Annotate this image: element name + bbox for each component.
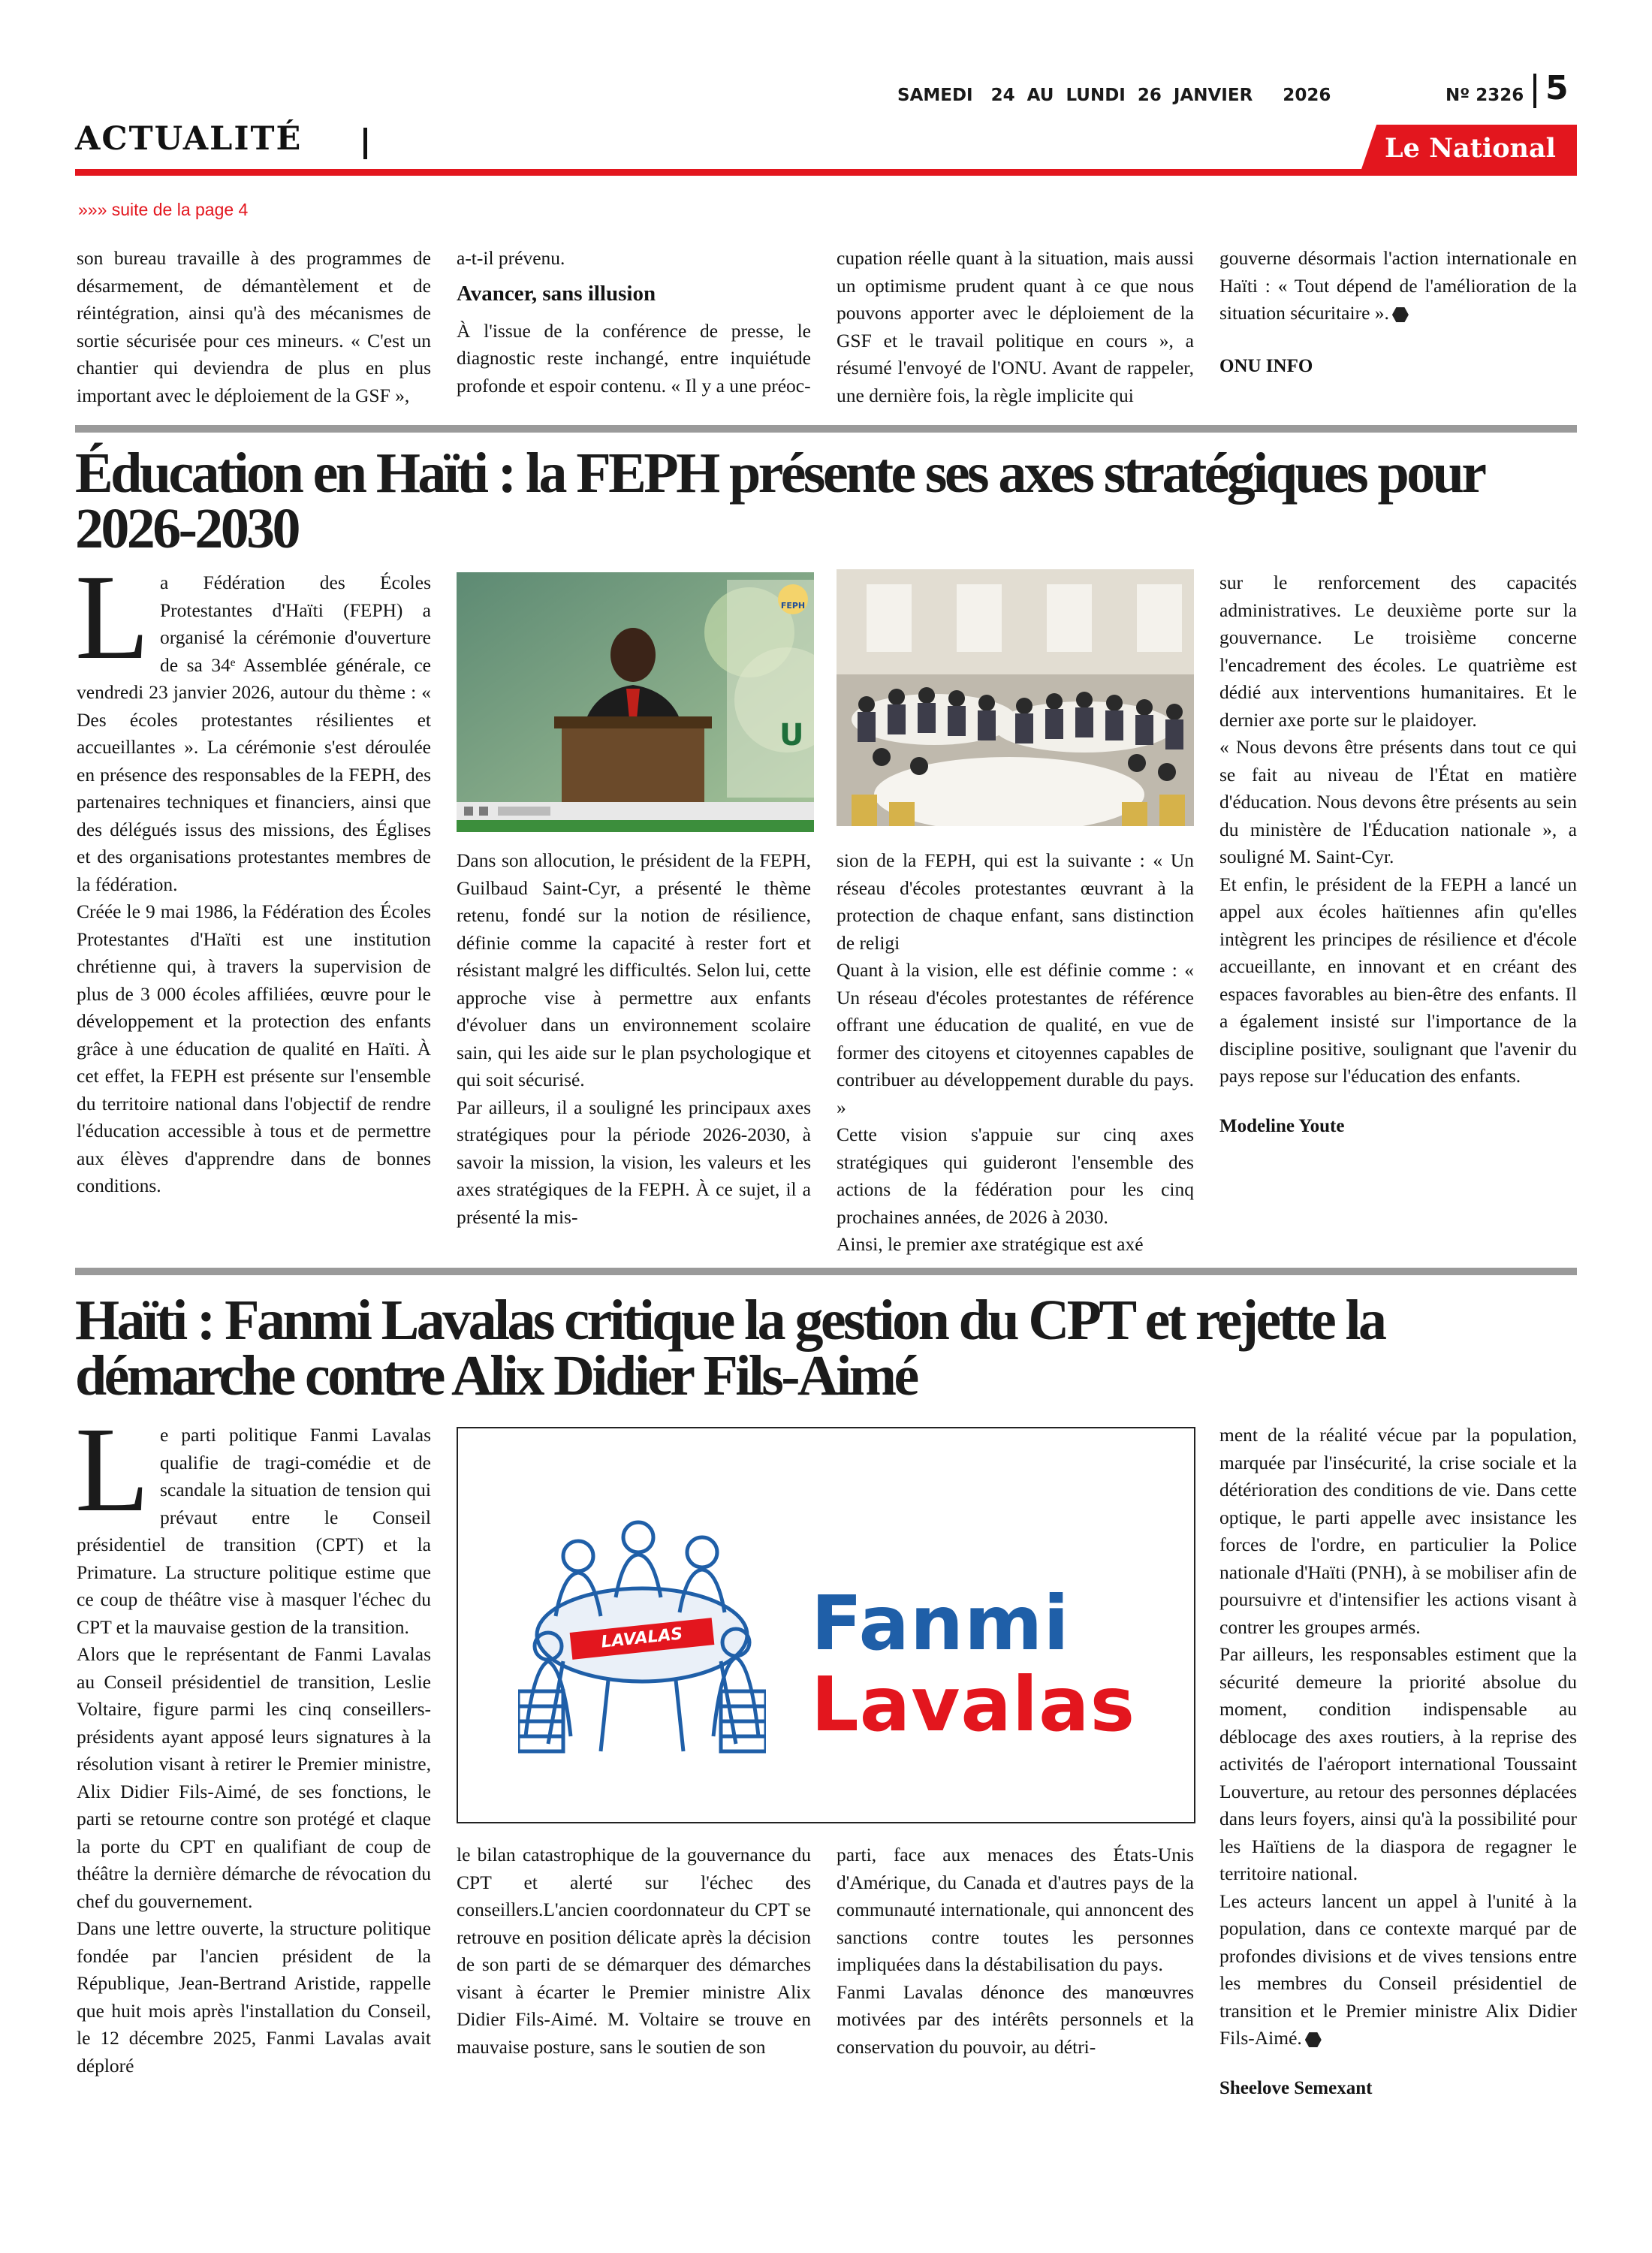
logo-word-lavalas: Lavalas [811,1660,1136,1748]
assembly-hall-photo [837,569,1194,826]
section-divider-2 [75,1268,1577,1275]
article-1-signature: Modeline Youte [1219,1115,1345,1136]
page-number-divider [1533,74,1536,108]
article-2-col-4: ment de la réalité vécue par la population, marquée par l'insécurité, la crise sociale et la détérioration des conditions de vie. Dans cette optique, le parti appelle avec insistance les forces de l'ordre, en particulier la Police nationale d'Haïti (PNH), à se mobiliser afin de poursuivre et d'intensifier les actions visant à contrer les groupes armés. Par ailleurs, les responsables estiment que la sécurité demeure la priorité absolue du moment, condition indispensable au déblocage des axes routiers, à la reprise des activités de l'aéroport international Toussaint Louverture, au retour des personnes déplacées dans leurs foyers, ainsi qu'à la possibilité pour les Haïtiens de la diaspora de regagner le territoire national. Les acteurs lancent un appel à l'unité à la population, dans ce contexte marqué par de profondes divisions et de vives tensions entre les membres du Conseil présidentiel de transition et le Premier ministre Alix Didier Fils-Aimé. Sheelove Semexant [1219,1422,1577,2102]
assembly-hall-image [837,569,1194,826]
section-divider-1 [75,425,1577,433]
prev-article-signature: ONU INFO [1219,355,1313,376]
feph-logo-badge: FEPH [778,584,808,614]
end-mark-icon [1305,2032,1322,2047]
header-red-rule [75,169,1577,176]
page-number: 5 [1545,69,1569,107]
issue-number: Nº 2326 [1446,86,1524,105]
article-2-col-2: le bilan catastrophique de la gouvernance du CPT et alerté sur l'échec des conseillers.L'ancien coordonnateur du CPT se retrouve en position délicate après la décision de son parti de se démarquer des démarches visant à écarter le Premier ministre Alix Didier Fils-Aimé. M. Voltaire se trouve en mauvaise posture, sans le soutien de son [457,1844,811,2058]
section-rubric: ACTUALITÉ [75,120,303,158]
lavalas-table-banner: LAVALAS [570,1618,715,1660]
article-1-col-3: sion de la FEPH, qui est la suivante : « Un réseau d'écoles protestantes œuvrant à la protection de chaque enfant, sans distinction de religi Quant à la vision, elle est définie comme : « Un réseau d'écoles protestantes de référence offrant une éducation de qualité, en vue de former des citoyens et citoyennes capables de contribuer au développement durable du pays. » Cette vision s'appuie sur cinq axes stratégiques qui guideront l'ensemble des actions de la fédération pour les cinq prochaines années, de 2026 à 2030. Ainsi, le premier axe stratégique est axé [837,849,1194,1255]
fanmi-lavalas-logo-figure [457,1427,1195,1823]
speaker-photo-image [457,572,814,832]
article-1-col-1: La Fédération des Écoles Protestantes d'Haïti (FEPH) a organisé la cérémonie d'ouverture de sa 34ᵉ Assemblée générale, ce vendredi 23 janvier 2026, autour du thème : « Des écoles protestantes résilientes et accueillantes ». La cérémonie s'est déroulée en présence des responsables de la FEPH, des partenaires techniques et financiers, ainsi que des délégués issus des missions, des Églises et des organisations protestantes membres de la fédération. Créée le 9 mai 1986, la Fédération des Écoles Protestantes d'Haïti est une institution chrétienne qui, à travers la supervision de plus de 3 000 écoles affiliées, œuvre pour le développement et la protection des enfants grâce à une éducation de qualité en Haïti. À cet effet, la FEPH est présente sur l'ensemble du territoire national dans l'objectif de rendre l'éducation accessible à tous et de permettre aux élèves d'apprendre dans de bonnes conditions. [75,550,431,1196]
article-2-col-3: parti, face aux menaces des États-Unis d'Amérique, du Canada et d'autres pays de la communauté internationale, qui annoncent des sanctions contre toutes les personnes impliquées dans la déstabilisation du pays. Fanmi Lavalas dénonce des manœuvres motivées par des intérêts personnels et la conservation du pouvoir, au détri- [837,1844,1194,2058]
prev-article-col-4: gouverne désormais l'action internationale en Haïti : « Tout dépend de l'amélioration de la situation sécuritaire ». ONU INFO [1219,245,1577,380]
continued-from-note: »»» suite de la page 4 [78,200,249,219]
article-2-col-1: Le parti politique Fanmi Lavalas qualifie de tragi-comédie et de scandale la situation de tension qui prévaut entre le Conseil présidentiel de transition (CPT) et la Primature. La structure politique estime que ce coup de théâtre vise à masquer l'échec du CPT et la mauvaise gestion de la transition. Alors que le représentant de Fanmi Lavalas au Conseil présidentiel de transition, Leslie Voltaire, figure parmi les cinq conseillers-présidents ayant apposé leurs signatures à la résolution visant à retirer le Premier ministre, Alix Didier Fils-Aimé, de ses fonctions, le parti se retourne contre son protégé et claque la porte du CPT en qualifiant de coup de théâtre la dernière démarche de révocation du chef du gouvernement. Dans une lettre ouverte, la structure politique fondée par l'ancien président de la République, Jean-Bertrand Aristide, rappelle que huit mois après l'installation du Conseil, le 12 décembre 2025, Fanmi Lavalas avait déploré [75,1403,431,2077]
svg-text:U: U [779,718,804,753]
article-1-col-2: Dans son allocution, le président de la FEPH, Guilbaud Saint-Cyr, a présenté le thème retenu, fondé sur la notion de résilience, définie comme la capacité à rester fort et résistant malgré les difficultés. Selon lui, cette approche vise à permettre aux enfants d'évoluer dans un environnement scolaire sain, qui les aide sur le plan psychologique et qui soit sécurisé. Par ailleurs, il a souligné les principaux axes stratégiques pour la période 2026-2030, à savoir la mission, la vision, les valeurs et les axes stratégiques de la FEPH. À ce sujet, il a présenté la mis- [457,849,811,1228]
brand-name: Le National [1385,133,1556,164]
rubric-divider [363,128,367,159]
prev-article-subheading: Avancer, sans illusion [457,281,656,306]
article-2-signature: Sheelove Semexant [1219,2077,1373,2098]
issue-date: SAMEDI 24 AU LUNDI 26 JANVIER 2026 [897,86,1331,105]
end-mark-icon [1392,307,1409,322]
logo-word-fanmi: Fanmi [811,1579,1070,1667]
prev-article-col-2: a-t-il prévenu. Avancer, sans illusion À l'issue de la conférence de presse, le diagnostic reste inchangé, entre inquiétude profonde et espoir contenu. « Il y a une préoc- [457,247,811,397]
article-1-dropcap: L [75,550,149,685]
article-2-headline: Haïti : Fanmi Lavalas critique la gestion du CPT et rejette la démarche contre Alix Didier Fils-Aimé [75,1289,1385,1407]
article-1-headline: Éducation en Haïti : la FEPH présente ses axes stratégiques pour 2026-2030 [75,442,1484,560]
feph-speaker-photo [457,572,814,832]
prev-article-col-3: cupation réelle quant à la situation, mais aussi un optimisme prudent quant à ce que nous pouvons apporter avec le déploiement de la GSF et le travail politique en cours », a résumé l'envoyé de l'ONU. Avant de rappeler, une dernière fois, la règle implicite qui [837,247,1194,406]
article-2-dropcap: L [75,1403,149,1537]
prev-article-col-1: son bureau travaille à des programmes de désarmement, de démantèlement et de réintégration, ainsi qu'à des mécanismes de sortie sécurisée pour ces mineurs. « C'est un chantier qui deviendra de plus en plus important avec le déploiement de la GSF », [77,247,431,406]
article-1-col-4: sur le renforcement des capacités administratives. Le deuxième porte sur la gouvernance. Le troisième concerne l'encadrement des écoles. Le quatrième est dédié aux interventions humanitaires. Et le dernier axe porte sur le plaidoyer. « Nous devons être présents dans tout ce qui se fait au niveau de l'État en matière d'éducation. Nous devons être présents au sein du ministère de l'Éducation nationale », a souligné M. Saint-Cyr. Et enfin, le président de la FEPH a lancé un appel aux écoles haïtiennes afin qu'elles intègrent les principes de résilience et d'école accueillante, en innovant et en créant des espaces favorables au bien-être des enfants. Il a également insisté sur l'importance de la discipline positive, soulignant que l'avenir du pays repose sur l'éducation des enfants. Modeline Youte [1219,569,1577,1140]
